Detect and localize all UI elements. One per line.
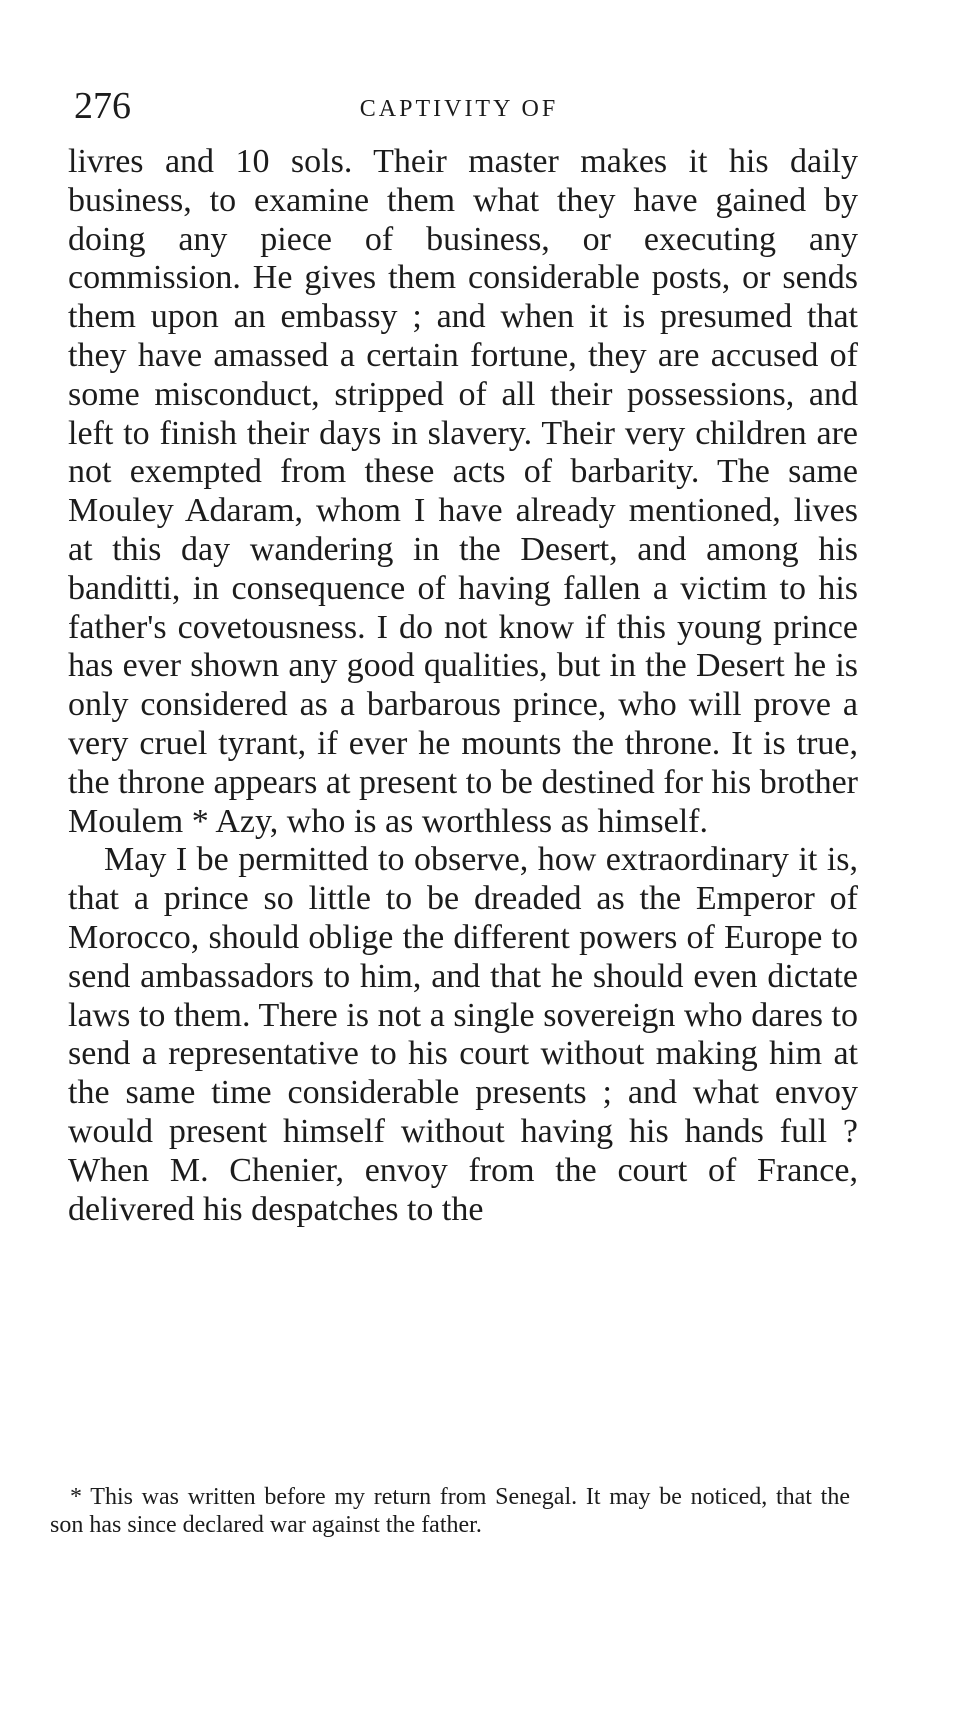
body-text (68, 143, 858, 1229)
paragraph: livres and 10 sols. Their master makes it his daily business, to examine them what they have gained by doing any piece of business, or executing any commission. He gives them considerable posts, or sends them upon an embassy ; and when it is presumed that they have amassed a certain fortune, they are accused of some misconduct, stripped of all their possessions, and left to finish their days in slavery. Their very children are not exempted from these acts of barbarity. The same Mouley Adaram, whom I have already mentioned, lives at this day wandering in the Desert, and among his banditti, in consequence of having fallen a victim to his father's covetousness. I do not know if this young prince has ever shown any good qualities, but in the Desert he is only considered as a barbarous prince, who will prove a very cruel tyrant, if ever he mounts the throne. It is true, the throne appears at present to be destined for his brother Moulem * Azy, who is as worthless as himself. (68, 143, 858, 840)
footnote-text: * This was written before my return from Senegal. It may be noticed, that the son has since declared war against the father. (50, 1484, 850, 1538)
footnote (50, 1483, 850, 1539)
page-number: 276 (74, 85, 131, 127)
paragraph: May I be permitted to observe, how extraordinary it is, that a prince so little to be dreaded as the Emperor of Morocco, should oblige the different powers of Europe to send ambassadors to him, and that he should even dictate laws to them. There is not a single sovereign who dares to send a representative to his court without making him at the same time considerable presents ; and what envoy would present himself without having his hands full ? When M. Chenier, envoy from the court of France, delivered his despatches to the (68, 841, 858, 1228)
running-head: CAPTIVITY OF (359, 96, 559, 122)
page-header (74, 86, 844, 136)
